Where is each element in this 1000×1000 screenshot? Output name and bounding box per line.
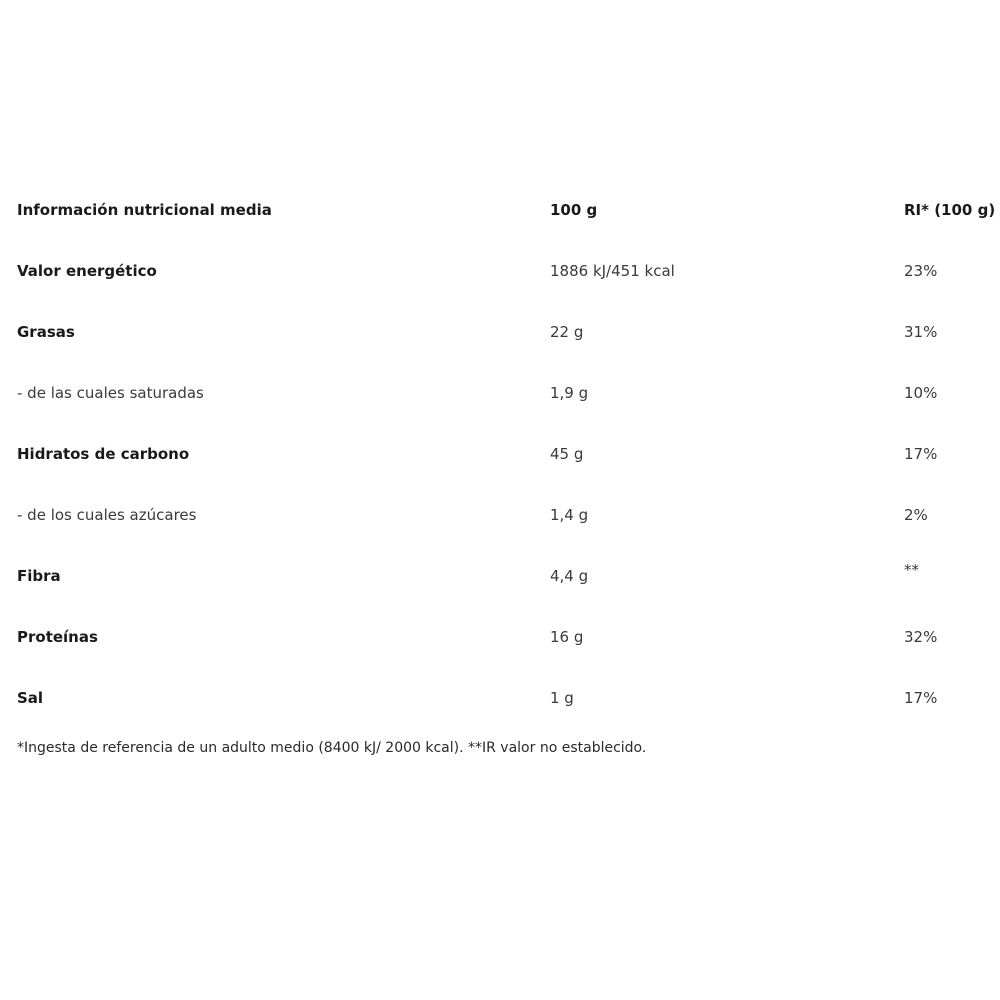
- row-value: 4,4 g: [550, 567, 589, 585]
- row-ri: 10%: [904, 384, 938, 402]
- row-ri: 17%: [904, 445, 938, 463]
- row-label: Valor energético: [17, 262, 157, 280]
- row-ri: 17%: [904, 689, 938, 707]
- table-row: [0, 439, 1000, 469]
- row-value: 1,4 g: [550, 506, 589, 524]
- row-label: Grasas: [17, 323, 75, 341]
- row-value: 1,9 g: [550, 384, 589, 402]
- row-value: 1886 kJ/451 kcal: [550, 262, 675, 280]
- row-ri: 2%: [904, 506, 928, 524]
- row-label: Proteínas: [17, 628, 98, 646]
- row-ri: 23%: [904, 262, 938, 280]
- row-ri: 31%: [904, 323, 938, 341]
- row-ri: 32%: [904, 628, 938, 646]
- row-label: - de las cuales saturadas: [17, 384, 204, 402]
- row-label: Hidratos de carbono: [17, 445, 190, 463]
- row-value: 16 g: [550, 628, 584, 646]
- row-label: Fibra: [17, 567, 61, 585]
- row-ri: **: [904, 561, 919, 579]
- row-value: 22 g: [550, 323, 584, 341]
- table-row: [0, 500, 1000, 530]
- table-row: [0, 622, 1000, 652]
- table-row: [0, 683, 1000, 713]
- row-value: 1 g: [550, 689, 574, 707]
- table-header-row: [0, 195, 1000, 225]
- header-per100: 100 g: [550, 201, 598, 219]
- footnote: *Ingesta de referencia de un adulto medio (8400 kJ/ 2000 kcal). **IR valor no establecido.: [17, 740, 647, 756]
- row-value: 45 g: [550, 445, 584, 463]
- row-label: - de los cuales azúcares: [17, 506, 197, 524]
- header-ri: RI* (100 g): [904, 201, 996, 219]
- table-row: [0, 317, 1000, 347]
- row-label: Sal: [17, 689, 44, 707]
- table-row: [0, 256, 1000, 286]
- table-row: [0, 561, 1000, 591]
- header-label: Información nutricional media: [17, 201, 272, 219]
- table-row: [0, 378, 1000, 408]
